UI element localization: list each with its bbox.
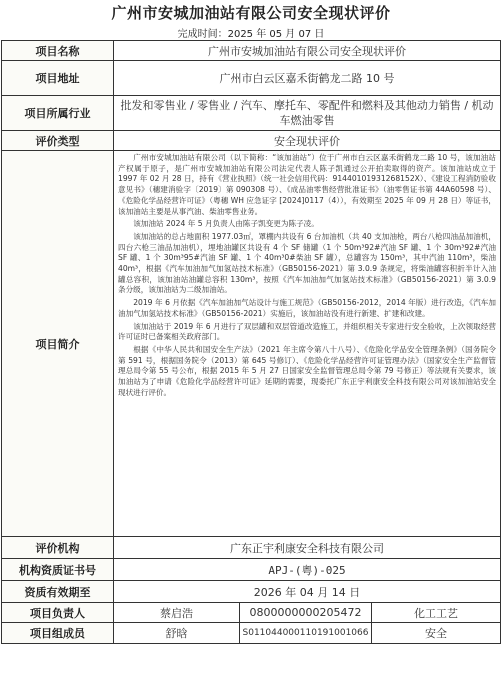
row-leader <box>2 603 501 623</box>
row-cert-no <box>2 559 501 581</box>
intro-content <box>114 151 501 537</box>
member-label: 项目组成员 <box>2 623 114 644</box>
leader-cert: 0800000000205472 <box>240 603 372 623</box>
row-eval-type <box>2 131 501 151</box>
intro-paragraph: 该加油站的总占地面积 1977.03㎡，罩棚内共设有 6 台加油机（共 40 支加油枪，两台八枪四油品加油机，四台六枪三油品加油机），埋地油罐区共设有 4 个 SF 储罐（1 个 50m³92#汽油 SF 罐、1 个 30m³92#汽油 SF 罐、1 个 30m³95#汽油 SF 罐、1 个 40m³0#柴油 SF 罐），总罐容为 150m³，其中汽油 110m³，柴油 40m³，根据《汽车加油加气加氢站技术标准》（GB50156-2021）第 3.0.9 条规定，将柴油罐容积折半计入油罐总容积，该加油站油罐总容积 130m³，按照《汽车加油加气加氢站技术标准》（GB50156-2021）第 3.0.9 条分级，该加油站为二级加油站。 <box>118 231 497 295</box>
completion-date: 完成时间：2025 年 05 月 07 日 <box>177 29 325 40</box>
leader-specialty: 化工工艺 <box>372 603 501 623</box>
project-name-value: 广州市安城加油站有限公司安全现状评价 <box>114 41 501 61</box>
row-cert-valid <box>2 581 501 603</box>
industry-label: 项目所属行业 <box>2 96 114 131</box>
member-cert: S011044000110191001066 <box>240 623 372 644</box>
row-member <box>2 623 501 644</box>
row-project-address <box>2 61 501 96</box>
eval-org-label: 评价机构 <box>2 537 114 559</box>
cert-valid-label: 资质有效期至 <box>2 581 114 603</box>
project-name-label: 项目名称 <box>2 41 114 61</box>
member-specialty: 安全 <box>372 623 501 644</box>
row-industry <box>2 96 501 131</box>
row-eval-org <box>2 537 501 559</box>
cert-valid-value: 2026 年 04 月 14 日 <box>114 581 501 603</box>
intro-paragraph: 广州市安城加油站有限公司（以下简称：“该加油站”）位于广州市白云区嘉禾街鹤龙二路 10 号，该加油站产权属于原子，是广州市安城加油站有限公司法定代表人陈子凯通过公开拍卖取得的资产。该加油站成立于 1997 年 02 月 28 日，持有《营业执照》（统一社会信用代码：91440101931268152X）、《建设工程消防验收意见书》（穗建消验字〔2019〕第 090308 号）、《成品油零售经营批准证书》（油零售证书第 44A60598 号）、《危险化学品经营许可证》（粤穗 WH 应急证字 [2024]0117（4）），有效期至 2025 年 09 月 28 日）等证书，该加油站主要是从事汽油、柴油零售业务。 <box>118 153 497 216</box>
project-address-label: 项目地址 <box>2 61 114 96</box>
cert-no-value: APJ-(粤)-025 <box>114 559 501 581</box>
leader-name: 蔡启浩 <box>114 603 240 623</box>
intro-paragraph: 该加油站于 2019 年 6 月进行了双层罐和双层管道改造施工，并组织相关专家进行安全验收，上次领取经营许可证时已备案相关政府部门。 <box>118 321 497 342</box>
intro-text <box>114 151 500 400</box>
row-intro <box>2 151 501 537</box>
document-title: 广州市安城加油站有限公司安全现状评价 <box>111 4 391 22</box>
eval-org-value: 广东正宇利康安全科技有限公司 <box>114 537 501 559</box>
intro-paragraph: 2019 年 6 月依据《汽车加油加气站设计与施工规范》（GB50156-2012，2014 年版）进行改造，《汽车加油加气加氢站技术标准》（GB50156-2021）实施后，该加油站没有进行新建、扩建和改建。 <box>118 298 497 318</box>
industry-value: 批发和零售业 / 零售业 / 汽车、摩托车、零配件和燃料及其他动力销售 / 机动车燃油零售 <box>114 96 501 131</box>
intro-paragraph: 根据《中华人民共和国安全生产法》（2021 年主席令第八十八号）、《危险化学品安全管理条例》（国务院令第 591 号，根据国务院令（2013）第 645 号修订）、《危险化学品经营许可证管理办法》（国家安全生产监督管理总局令第 55 号公布，根据 2015 年 5 月 27 日国家安全监督管理总局令第 79 号修正）等法规有关要求，该加油站为了申请《危险化学品经营许可证》延期的需要，现委托广东正宇利康安全科技有限公司对该加油站安全现状进行评价。 <box>118 344 497 397</box>
row-project-name <box>2 41 501 61</box>
intro-paragraph: 该加油站 2024 年 5 月负责人由陈子凯变更为陈子凌。 <box>133 219 319 229</box>
eval-type-label: 评价类型 <box>2 131 114 151</box>
leader-label: 项目负责人 <box>2 603 114 623</box>
intro-label: 项目简介 <box>2 151 114 537</box>
evaluation-info-table <box>1 40 501 644</box>
member-name: 舒晗 <box>114 623 240 644</box>
project-address-value: 广州市白云区嘉禾街鹤龙二路 10 号 <box>114 61 501 96</box>
cert-no-label: 机构资质证书号 <box>2 559 114 581</box>
eval-type-value: 安全现状评价 <box>114 131 501 151</box>
